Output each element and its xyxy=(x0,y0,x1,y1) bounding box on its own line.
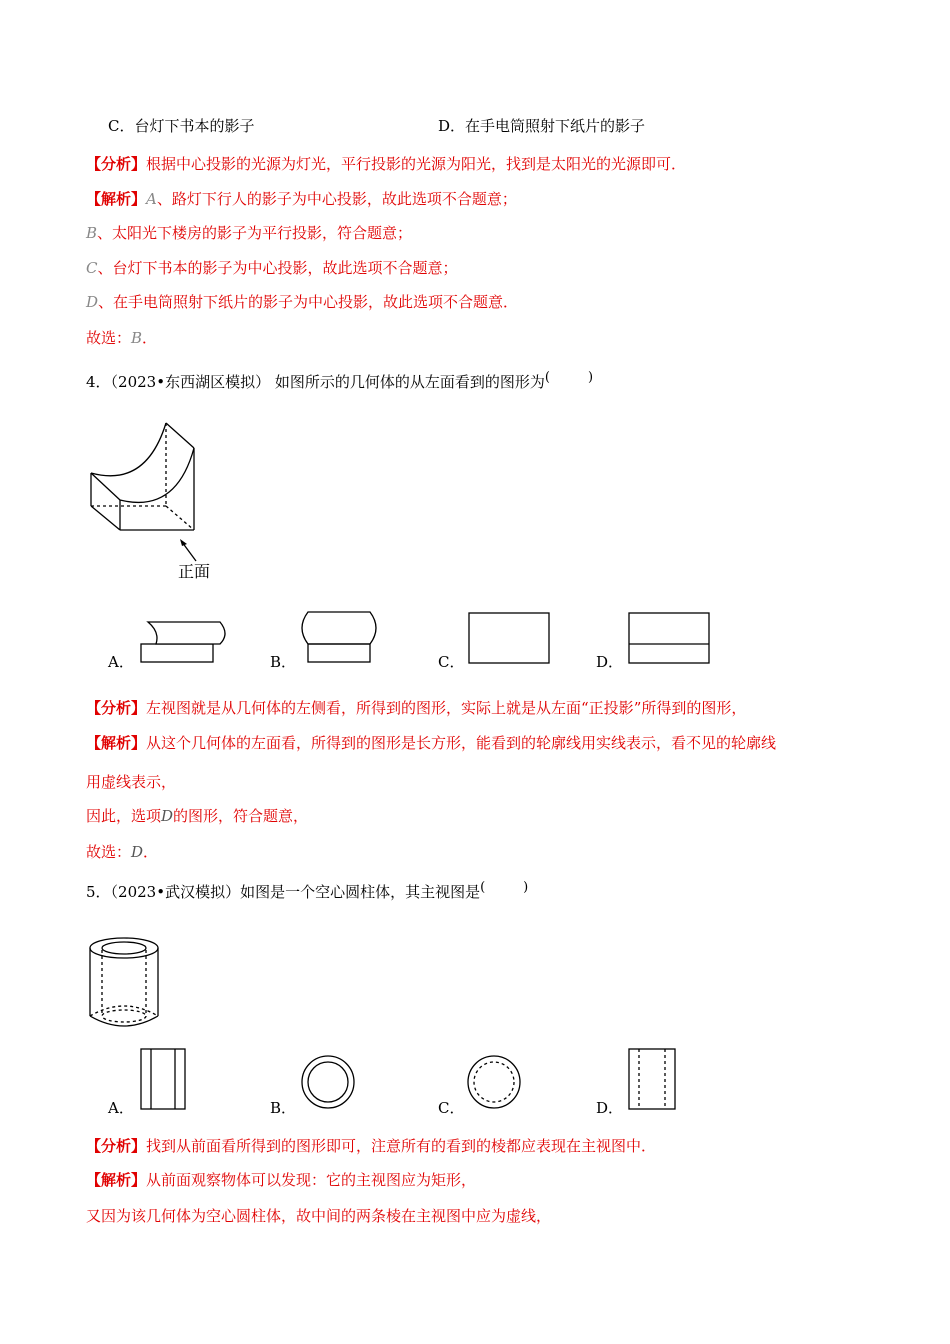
q4-option-c-label[interactable]: C． xyxy=(438,653,465,671)
analysis-tag: 【分析】 xyxy=(86,1137,147,1155)
q3-solution-line-4 xyxy=(86,292,518,312)
solution-text: 、台灯下书本的影子为中心投影，故此选项不合题意； xyxy=(97,259,458,277)
q3-solution-line-1 xyxy=(86,189,517,209)
q4-option-b-label[interactable]: B． xyxy=(270,653,297,671)
q3-analysis xyxy=(86,154,686,174)
q3-solution-line-2 xyxy=(86,223,412,243)
solution-text: 从前面观察物体可以发现：它的主视图应为矩形， xyxy=(146,1171,477,1189)
q5-option-d-figure[interactable] xyxy=(626,1046,680,1112)
analysis-tag: 【分析】 xyxy=(86,699,147,717)
solution-tag: 【解析】 xyxy=(86,734,147,752)
question-number: 4． xyxy=(86,373,111,391)
solution-letter: B xyxy=(86,224,98,242)
solution-letter: D xyxy=(86,293,99,311)
q4-solution-line-2: 用虚线表示， xyxy=(86,773,177,791)
paren-close: ) xyxy=(587,370,594,385)
q5-option-c-label[interactable]: C． xyxy=(438,1099,465,1117)
analysis-tag: 【分析】 xyxy=(86,155,147,173)
answer-prefix: 故选： xyxy=(86,329,132,347)
q4-analysis xyxy=(86,698,746,718)
q5-solution-line-1 xyxy=(86,1170,476,1190)
answer-prefix: 故选： xyxy=(86,843,132,861)
q3-option-d: D．在手电筒照射下纸片的影子 xyxy=(438,117,646,135)
q5-option-d-label[interactable]: D． xyxy=(596,1099,624,1117)
q4-answer xyxy=(86,842,158,862)
question-text: 如图是一个空心圆柱体，其主视图是 xyxy=(240,883,481,901)
analysis-text: 根据中心投影的光源为灯光，平行投影的光源为阳光，找到是太阳光的光源即可． xyxy=(146,155,687,173)
q5-solution-line-2: 又因为该几何体为空心圆柱体，故中间的两条棱在主视图中应为虚线， xyxy=(86,1207,552,1225)
q4-solution-line-1 xyxy=(86,733,776,753)
question-text: 如图所示的几何体的从左面看到的图形为 xyxy=(274,373,545,391)
solution-text: 、路灯下行人的影子为中心投影，故此选项不合题意； xyxy=(156,190,517,208)
arrow-head-icon xyxy=(180,539,187,546)
q4-solution-line-3 xyxy=(86,806,308,826)
paren-close: ) xyxy=(523,880,529,895)
q4-option-b-figure[interactable] xyxy=(300,608,380,668)
solution-text: 、太阳光下楼房的影子为平行投影，符合题意； xyxy=(97,224,413,242)
paren-open: ( xyxy=(480,880,486,895)
solution-tag: 【解析】 xyxy=(86,1171,147,1189)
q5-stem xyxy=(86,878,528,902)
q5-option-a-figure[interactable] xyxy=(138,1046,190,1112)
q5-hollow-cylinder-figure xyxy=(86,934,166,1030)
paren-open: ( xyxy=(544,370,550,385)
q3-solution-line-3 xyxy=(86,258,458,278)
q4-option-d-figure[interactable] xyxy=(626,610,714,666)
q5-analysis xyxy=(86,1136,656,1156)
solution-text: 从这个几何体的左面看，所得到的图形是长方形，能看到的轮廓线用实线表示，看不见的轮廓线 xyxy=(146,734,777,752)
q4-option-c-figure[interactable] xyxy=(466,610,552,666)
q4-option-d-label[interactable]: D． xyxy=(596,653,624,671)
q3-option-c: C．台灯下书本的影子 xyxy=(108,117,255,135)
solution-text: 的图形，符合题意， xyxy=(173,807,309,825)
solution-letter: C xyxy=(86,259,98,277)
question-number: 5． xyxy=(86,883,111,901)
analysis-text: 找到从前面看所得到的图形即可，注意所有的看到的棱都应表现在主视图中． xyxy=(146,1137,657,1155)
q4-stem xyxy=(86,368,593,392)
analysis-text: 左视图就是从几何体的左侧看，所得到的图形，实际上就是从左面“正投影”所得到的图形， xyxy=(146,699,747,717)
answer-suffix: ． xyxy=(143,843,159,861)
q3-answer xyxy=(86,328,157,348)
q5-option-b-label[interactable]: B． xyxy=(270,1099,297,1117)
answer-letter: D xyxy=(131,843,144,861)
q4-front-label: 正面 xyxy=(178,562,211,581)
q5-option-b-figure[interactable] xyxy=(300,1052,360,1112)
solution-tag: 【解析】 xyxy=(86,190,147,208)
answer-suffix: ． xyxy=(142,329,158,347)
solution-text: 因此，选项 xyxy=(86,807,162,825)
q4-option-a-label[interactable]: A． xyxy=(108,653,134,671)
q4-option-a-figure[interactable] xyxy=(138,614,230,666)
question-source: （2023•东西湖区模拟） xyxy=(110,373,271,391)
solution-letter: D xyxy=(161,807,174,825)
answer-letter: B xyxy=(131,329,143,347)
q5-option-c-figure[interactable] xyxy=(466,1052,526,1112)
q5-option-a-label[interactable]: A． xyxy=(108,1099,134,1117)
solution-letter: A xyxy=(146,190,157,208)
question-source: （2023•武汉模拟） xyxy=(110,883,241,901)
solution-text: 、在手电筒照射下纸片的影子为中心投影，故此选项不合题意． xyxy=(98,293,519,311)
